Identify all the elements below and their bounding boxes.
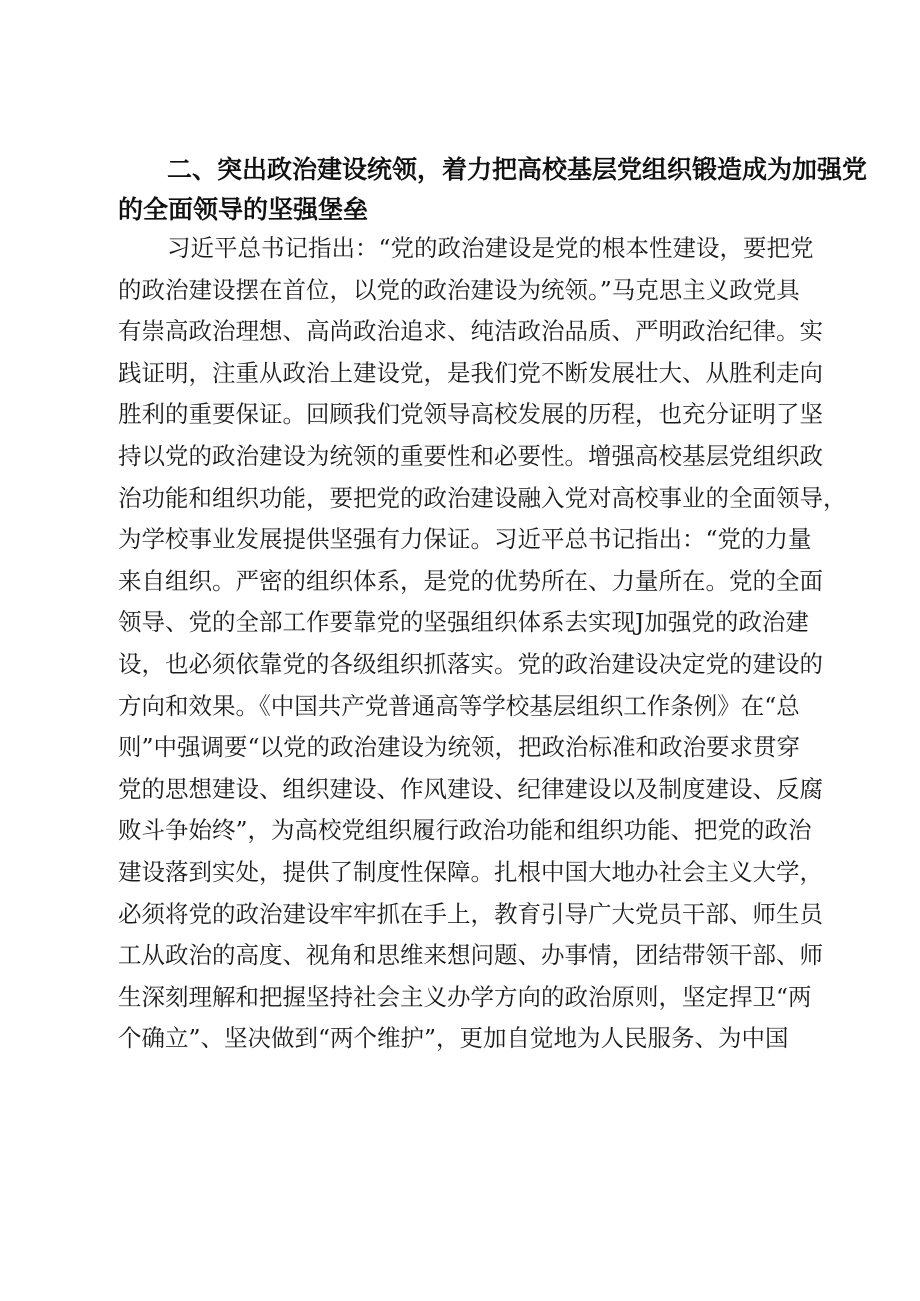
body-paragraph: [118, 228, 847, 1060]
paragraph-line: 为学校事业发展提供坚强有力保证。习近平总书记指出：“党的力量: [118, 525, 812, 554]
paragraph-line: 党的思想建设、组织建设、作风建设、纪律建设以及制度建设、反腐: [118, 774, 823, 803]
paragraph-line: 必须将党的政治建设牢牢抓在手上，教育引导广大党员干部、师生员: [118, 899, 823, 928]
paragraph-line: 持以党的政治建设为统领的重要性和必要性。增强高校基层党组织政: [118, 441, 823, 470]
paragraph-line: 领导、党的全部工作要靠党的坚强组织体系去实现J加强党的政治建: [118, 608, 809, 637]
paragraph-line: 建设落到实处，提供了制度性保障。扎根中国大地办社会主义大学，: [118, 857, 823, 886]
paragraph-line: 的政治建设摆在首位，以党的政治建设为统领。”马克思主义政党具: [118, 275, 800, 304]
paragraph-line: 习近平总书记指出：“党的政治建设是党的根本性建设，要把党: [167, 234, 814, 262]
paragraph-line: 设，也必须依靠党的各级组织抓落实。党的政治建设决定党的建设的: [118, 649, 823, 678]
paragraph-line: 生深刻理解和把握坚持社会主义办学方向的政治原则，坚定捍卫“两: [118, 982, 812, 1011]
paragraph-line: 工从政治的高度、视角和思维来想问题、办事情，团结带领干部、师: [118, 941, 823, 970]
section-heading: [118, 150, 868, 230]
paragraph-line: 则”中强调要“以党的政治建设为统领，把政治标准和政治要求贯穿: [118, 733, 801, 762]
paragraph-line: 胜利的重要保证。回顾我们党领导高校发展的历程，也充分证明了坚: [118, 400, 823, 429]
paragraph-line: 个确立”、坚决做到“两个维护”，更加自觉地为人民服务、为中国: [118, 1024, 789, 1053]
section-heading-line: 二、突出政治建设统领，着力把高校基层党组织锻造成为加强党: [167, 155, 868, 184]
section-heading-line: 的全面领导的坚强堡垒: [118, 195, 369, 224]
paragraph-line: 败斗争始终”，为高校党组织履行政治功能和组织功能、把党的政治: [118, 816, 812, 845]
paragraph-line: 方向和效果。《中国共产党普通高等学校基层组织工作条例》在“总: [118, 691, 800, 720]
paragraph-line: 来自组织。严密的组织体系，是党的优势所在、力量所在。党的全面: [118, 566, 823, 595]
paragraph-line: 践证明，注重从政治上建设党，是我们党不断发展壮大、从胜利走向: [118, 358, 823, 387]
paragraph-line: 有崇高政治理想、高尚政治追求、纯洁政治品质、严明政治纪律。实: [118, 317, 823, 346]
paragraph-line: 治功能和组织功能，要把党的政治建设融入党对高校事业的全面领导，: [118, 483, 847, 512]
